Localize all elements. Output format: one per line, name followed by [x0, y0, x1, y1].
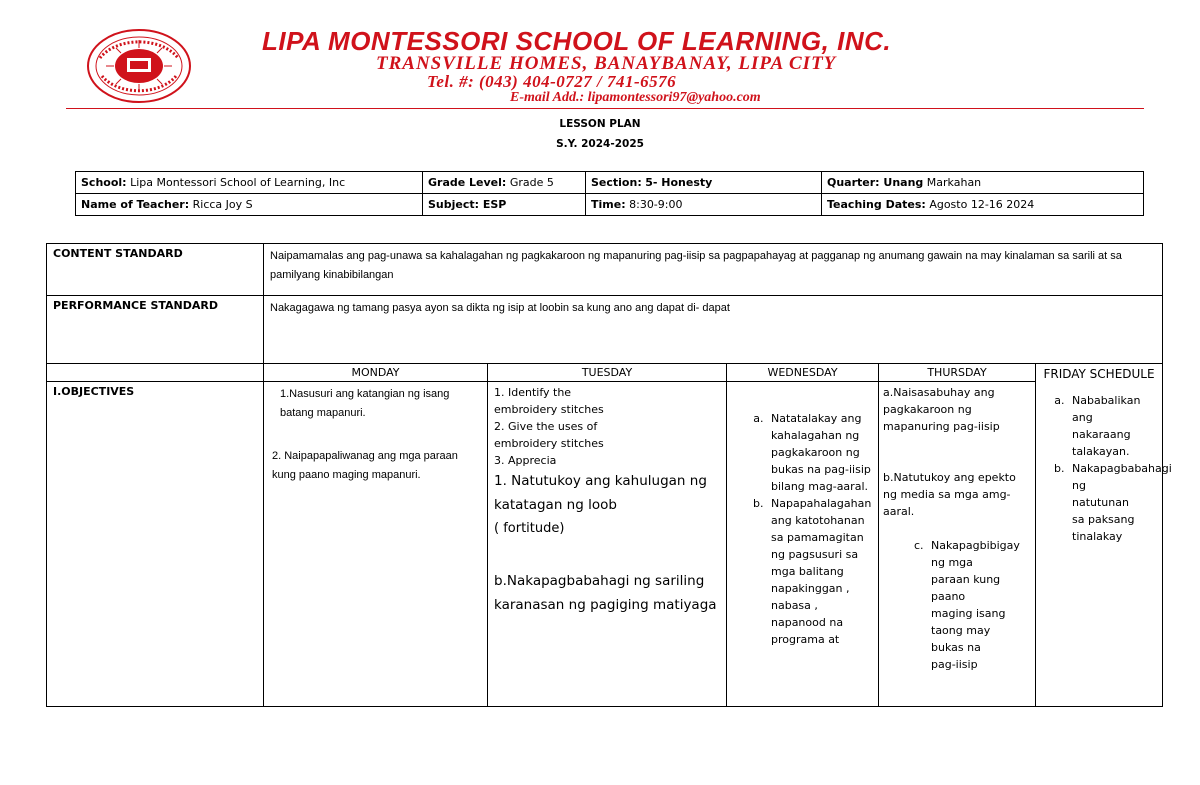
friday-objective-a: a. Nababalikan ang nakaraang talakayan.: [1068, 392, 1158, 460]
day-monday: MONDAY: [264, 364, 488, 382]
header-divider: [66, 108, 1144, 109]
subject-cell: Subject: ESP: [423, 194, 586, 216]
day-wednesday: WEDNESDAY: [727, 364, 879, 382]
school-cell: School: Lipa Montessori School of Learning, Inc: [76, 172, 423, 194]
lesson-plan-table: [46, 243, 1172, 707]
thursday-objective-b: b.Natutukoy ang epekto ng media sa mga amg-aaral.: [883, 471, 1016, 518]
tuesday-objectives: [488, 382, 727, 707]
thursday-objective-a: a.Naisasabuhay ang pagkakaroon ng mapanuring pag-iisip: [883, 386, 1000, 433]
content-standard-text: Naipamamalas ang pag-unawa sa kahalagahan ng pagkakaroon ng mapanuring pag-iisip sa pagpapahayag at pagganap ng anumang gawain na may kinalaman sa sarili at sa pamilyang kinabibilangan: [264, 244, 1163, 296]
teaching-dates-cell: Teaching Dates: Agosto 12-16 2024: [822, 194, 1144, 216]
monday-objective-2: 2. Naipapapaliwanag ang mga paraan kung paano maging mapanuri.: [272, 450, 458, 481]
content-standard-label: CONTENT STANDARD: [47, 244, 264, 296]
day-friday: FRIDAY SCHEDULE: [1043, 367, 1155, 381]
quarter-cell: Quarter: Unang Markahan: [822, 172, 1144, 194]
document-title: LESSON PLAN: [559, 118, 641, 130]
school-address: TRANSVILLE HOMES, BANAYBANAY, LIPA CITY: [376, 53, 837, 74]
tuesday-small-2: 2. Give the uses of embroidery stitches: [494, 420, 604, 450]
thursday-list: [883, 537, 1031, 673]
tuesday-small-1: 1. Identify the embroidery stitches: [494, 386, 604, 416]
day-header-spacer: [47, 364, 264, 382]
tuesday-objective-b: b.Nakapagbabahagi ng sariling karanasan ng pagiging matiyaga: [494, 573, 717, 613]
school-logo-seal: [86, 28, 192, 104]
performance-standard-label: PERFORMANCE STANDARD: [47, 296, 264, 364]
objectives-label: I.OBJECTIVES: [47, 382, 264, 707]
tuesday-objective-1: 1. Natutukoy ang kahulugan ng katatagan ng loob: [494, 473, 707, 513]
school-name: LIPA MONTESSORI SCHOOL OF LEARNING, INC.: [262, 26, 892, 56]
wednesday-objective-a: a. Natatalakay ang kahalagahan ng pagkakaroon ng bukas na pag-iisip bilang mag-aaral.: [767, 410, 874, 495]
performance-standard-text: Nakagagawa ng tamang pasya ayon sa dikta ng isip at loobin sa kung ano ang dapat di- dapat: [264, 296, 1163, 364]
time-cell: Time: 8:30-9:00: [586, 194, 822, 216]
monday-objective-1: 1.Nasusuri ang katangian ng isang batang mapanuri.: [280, 388, 450, 419]
friday-cell: [1036, 364, 1172, 707]
school-year: S.Y. 2024-2025: [556, 138, 644, 150]
monday-objectives: [264, 382, 488, 707]
friday-objective-b: b. Nakapagbabahagi ng natutunan sa paksang tinalakay: [1068, 460, 1158, 545]
day-thursday: THURSDAY: [879, 364, 1036, 382]
school-telephone: Tel. #: (043) 404-0727 / 741-6576: [427, 72, 677, 91]
wednesday-list: [731, 410, 874, 648]
thursday-objective-c: c. Nakapagbibigay ng mga paraan kung paano maging isang taong may bukas na pag-iisip: [927, 537, 1031, 673]
tuesday-small-3: 3. Apprecia: [494, 454, 557, 467]
thursday-objectives: [879, 382, 1036, 707]
wednesday-objective-b: b. Napapahalagahan ang katotohanan sa pamamagitan ng pagsusuri sa mga balitang napakinggan , nabasa , napanood na programa at: [767, 495, 874, 648]
wednesday-objectives: [727, 382, 879, 707]
tuesday-fortitude: ( fortitude): [494, 521, 565, 536]
section-cell: Section: 5- Honesty: [586, 172, 822, 194]
school-email: E-mail Add.: lipamontessori97@yahoo.com: [510, 90, 761, 105]
teacher-cell: Name of Teacher: Ricca Joy S: [76, 194, 423, 216]
friday-objectives: [1040, 392, 1172, 545]
day-tuesday: TUESDAY: [488, 364, 727, 382]
grade-level-cell: Grade Level: Grade 5: [423, 172, 586, 194]
lesson-info-table: [75, 171, 1144, 216]
